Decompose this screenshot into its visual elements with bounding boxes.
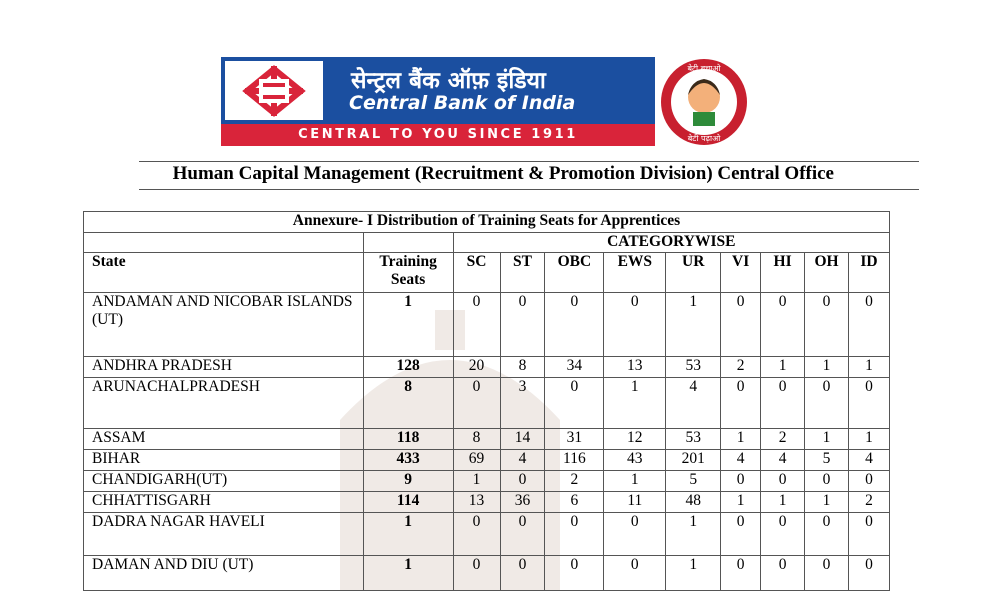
training-seats: 1 — [363, 556, 453, 591]
category-value-oh: 0 — [805, 556, 849, 591]
category-value-id: 0 — [848, 293, 889, 357]
bank-emblem-icon — [225, 61, 323, 120]
category-value-st: 0 — [500, 471, 545, 492]
category-value-ews: 0 — [604, 293, 666, 357]
category-value-obc: 2 — [545, 471, 604, 492]
category-value-vi: 1 — [721, 492, 761, 513]
category-value-sc: 0 — [453, 513, 500, 556]
training-seats: 9 — [363, 471, 453, 492]
category-value-ews: 1 — [604, 471, 666, 492]
badge-bottom-text: बेटी पढ़ाओ — [687, 134, 721, 143]
category-value-obc: 31 — [545, 429, 604, 450]
badge-top-text: बेटी बचाओ — [687, 64, 721, 73]
training-seats: 1 — [363, 513, 453, 556]
category-value-sc: 69 — [453, 450, 500, 471]
category-value-vi: 0 — [721, 293, 761, 357]
bank-name-english: Central Bank of India — [349, 92, 576, 114]
category-value-hi: 1 — [761, 492, 805, 513]
category-value-vi: 4 — [721, 450, 761, 471]
category-value-obc: 0 — [545, 513, 604, 556]
category-value-hi: 0 — [761, 293, 805, 357]
category-value-oh: 1 — [805, 429, 849, 450]
page-heading: Human Capital Management (Recruitment & Promotion Division) Central Office — [172, 163, 834, 184]
category-value-ur: 201 — [666, 450, 721, 471]
category-value-id: 1 — [848, 357, 889, 378]
blank-cell — [84, 233, 364, 253]
category-value-st: 3 — [500, 378, 545, 429]
column-header-ews: EWS — [604, 253, 666, 293]
category-value-obc: 0 — [545, 378, 604, 429]
category-value-hi: 0 — [761, 471, 805, 492]
column-header-st: ST — [500, 253, 545, 293]
category-value-ur: 53 — [666, 357, 721, 378]
column-header-obc: OBC — [545, 253, 604, 293]
heading-bottom-rule — [139, 189, 919, 190]
state-name: CHHATTISGARH — [84, 492, 364, 513]
state-name: ANDAMAN AND NICOBAR ISLANDS (UT) — [84, 293, 364, 357]
category-value-vi: 0 — [721, 378, 761, 429]
category-value-vi: 0 — [721, 513, 761, 556]
category-value-ur: 53 — [666, 429, 721, 450]
beti-bachao-badge-icon — [659, 57, 749, 147]
table-title: Annexure- I Distribution of Training Seats for Apprentices — [84, 212, 890, 233]
state-name: CHANDIGARH(UT) — [84, 471, 364, 492]
category-value-id: 0 — [848, 378, 889, 429]
table-row — [84, 378, 890, 429]
category-value-ur: 1 — [666, 293, 721, 357]
state-name: ASSAM — [84, 429, 364, 450]
table-row — [84, 357, 890, 378]
category-value-obc: 6 — [545, 492, 604, 513]
category-value-ur: 1 — [666, 513, 721, 556]
category-value-st: 36 — [500, 492, 545, 513]
category-value-oh: 5 — [805, 450, 849, 471]
category-value-sc: 20 — [453, 357, 500, 378]
category-value-hi: 0 — [761, 378, 805, 429]
training-seats: 114 — [363, 492, 453, 513]
category-value-ews: 13 — [604, 357, 666, 378]
category-value-ews: 1 — [604, 378, 666, 429]
category-value-ews: 0 — [604, 556, 666, 591]
column-header-oh: OH — [805, 253, 849, 293]
training-seats: 8 — [363, 378, 453, 429]
category-value-id: 4 — [848, 450, 889, 471]
category-value-st: 0 — [500, 513, 545, 556]
category-value-id: 0 — [848, 513, 889, 556]
table-row — [84, 450, 890, 471]
training-seats: 1 — [363, 293, 453, 357]
category-value-ur: 1 — [666, 556, 721, 591]
category-value-ur: 48 — [666, 492, 721, 513]
category-value-sc: 13 — [453, 492, 500, 513]
column-header-ur: UR — [666, 253, 721, 293]
category-value-oh: 1 — [805, 492, 849, 513]
apprentice-seats-table — [83, 211, 890, 591]
category-value-obc: 0 — [545, 293, 604, 357]
category-value-hi: 1 — [761, 357, 805, 378]
category-value-oh: 1 — [805, 357, 849, 378]
category-value-sc: 0 — [453, 556, 500, 591]
state-header: State — [84, 253, 364, 293]
category-value-vi: 0 — [721, 556, 761, 591]
category-value-id: 2 — [848, 492, 889, 513]
category-value-oh: 0 — [805, 513, 849, 556]
category-value-ews: 12 — [604, 429, 666, 450]
state-name: ARUNACHALPRADESH — [84, 378, 364, 429]
category-value-sc: 0 — [453, 293, 500, 357]
category-value-st: 0 — [500, 556, 545, 591]
category-value-id: 0 — [848, 471, 889, 492]
training-seats: 118 — [363, 429, 453, 450]
training-seats: 128 — [363, 357, 453, 378]
bank-name-hindi: सेन्ट्रल बैंक ऑफ़ इंडिया — [351, 68, 546, 94]
category-value-ews: 11 — [604, 492, 666, 513]
seats-header: Training Seats — [363, 253, 453, 293]
column-header-sc: SC — [453, 253, 500, 293]
state-name: DADRA NAGAR HAVELI — [84, 513, 364, 556]
category-value-hi: 0 — [761, 556, 805, 591]
category-value-id: 1 — [848, 429, 889, 450]
category-value-st: 8 — [500, 357, 545, 378]
category-header: CATEGORYWISE — [453, 233, 889, 253]
category-value-oh: 0 — [805, 293, 849, 357]
table-row — [84, 492, 890, 513]
category-value-obc: 116 — [545, 450, 604, 471]
category-value-vi: 1 — [721, 429, 761, 450]
table-row — [84, 556, 890, 591]
category-value-vi: 2 — [721, 357, 761, 378]
bank-logo — [221, 57, 655, 146]
category-value-oh: 0 — [805, 471, 849, 492]
category-value-ur: 4 — [666, 378, 721, 429]
blank-cell — [363, 233, 453, 253]
table-row — [84, 471, 890, 492]
category-value-id: 0 — [848, 556, 889, 591]
training-seats: 433 — [363, 450, 453, 471]
table-row — [84, 513, 890, 556]
category-value-hi: 4 — [761, 450, 805, 471]
category-value-ur: 5 — [666, 471, 721, 492]
category-value-obc: 0 — [545, 556, 604, 591]
category-value-hi: 2 — [761, 429, 805, 450]
category-value-oh: 0 — [805, 378, 849, 429]
category-value-sc: 1 — [453, 471, 500, 492]
table-row — [84, 429, 890, 450]
category-value-obc: 34 — [545, 357, 604, 378]
category-value-st: 4 — [500, 450, 545, 471]
bank-tagline: CENTRAL TO YOU SINCE 1911 — [221, 124, 655, 146]
table-row — [84, 293, 890, 357]
category-value-hi: 0 — [761, 513, 805, 556]
column-header-id: ID — [848, 253, 889, 293]
state-name: BIHAR — [84, 450, 364, 471]
category-value-ews: 0 — [604, 513, 666, 556]
column-header-vi: VI — [721, 253, 761, 293]
heading-top-rule — [139, 161, 919, 162]
category-value-sc: 0 — [453, 378, 500, 429]
state-name: ANDHRA PRADESH — [84, 357, 364, 378]
category-value-ews: 43 — [604, 450, 666, 471]
state-name: DAMAN AND DIU (UT) — [84, 556, 364, 591]
category-value-st: 0 — [500, 293, 545, 357]
category-value-st: 14 — [500, 429, 545, 450]
column-header-hi: HI — [761, 253, 805, 293]
category-value-vi: 0 — [721, 471, 761, 492]
category-value-sc: 8 — [453, 429, 500, 450]
